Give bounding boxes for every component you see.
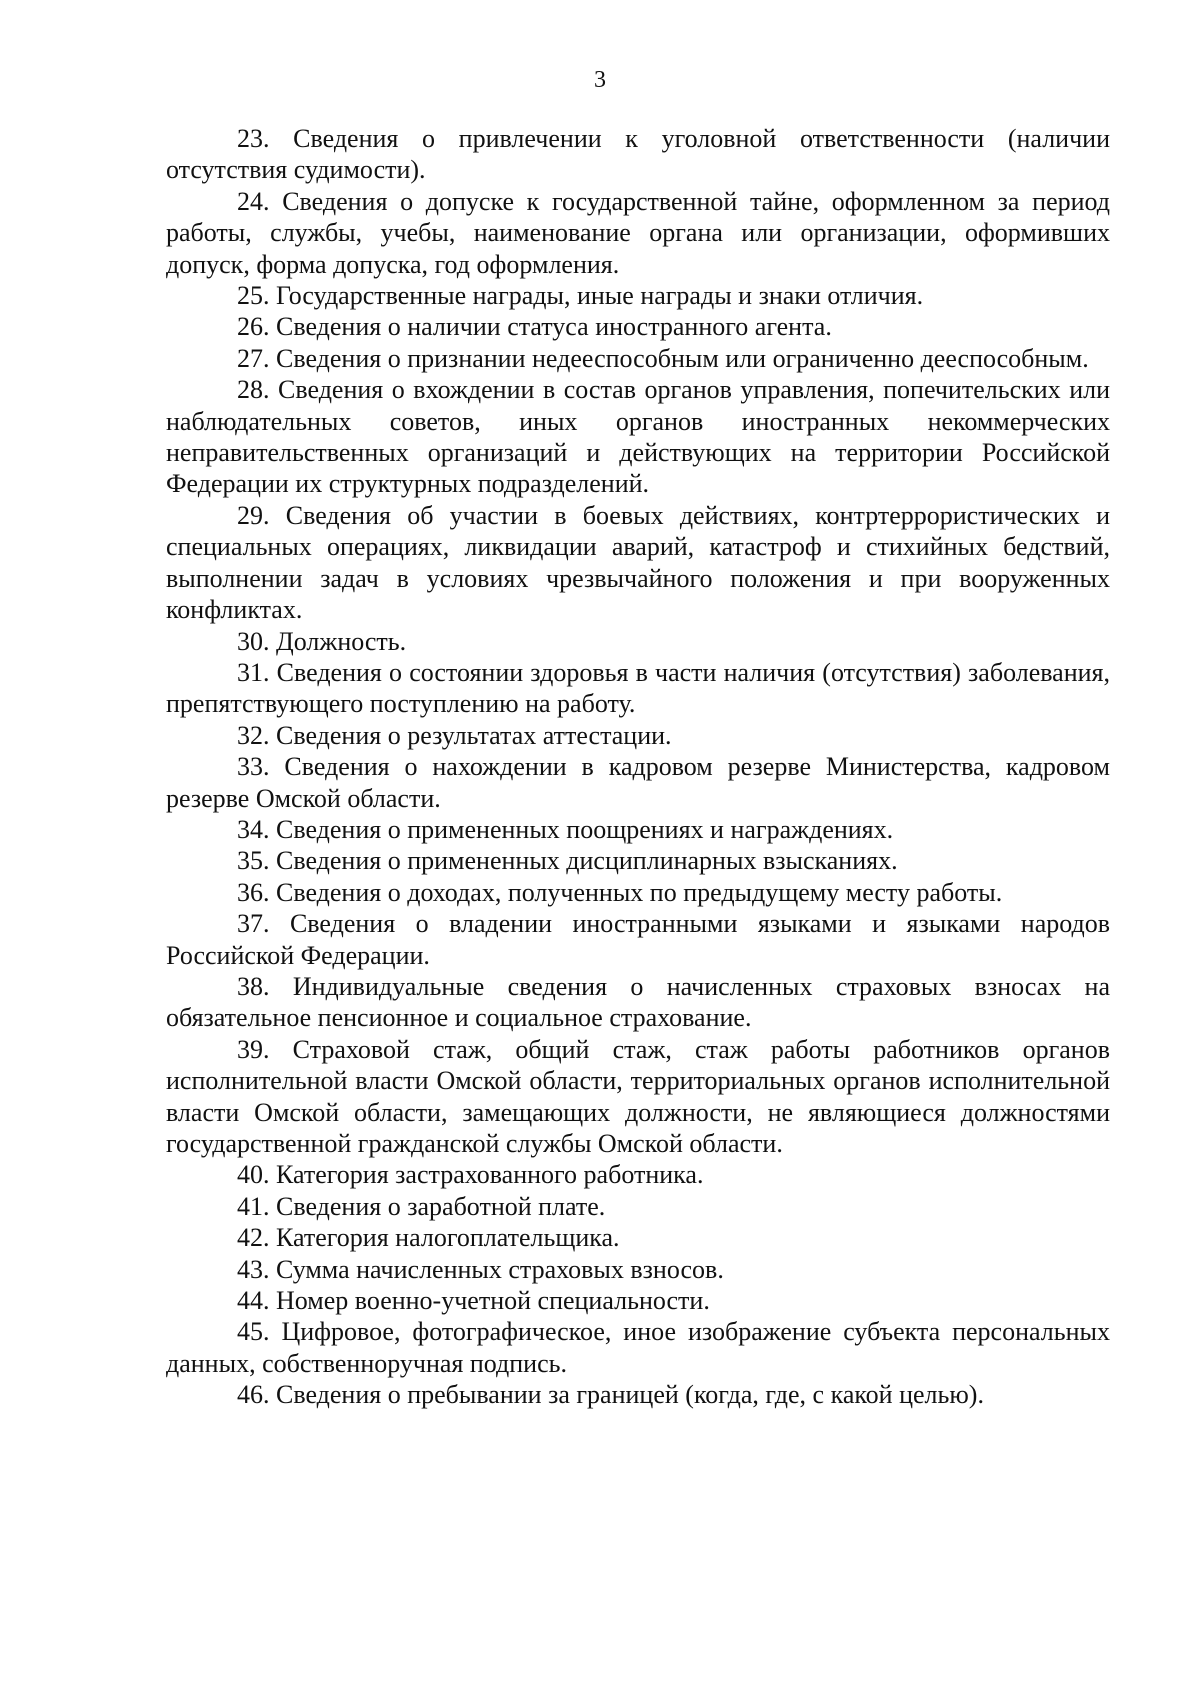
document-body — [166, 123, 1110, 1411]
list-item-27: 27. Сведения о признании недееспособным или ограниченно дееспособным. — [237, 343, 1089, 373]
list-item-34: 34. Сведения о примененных поощрениях и награждениях. — [237, 814, 894, 844]
list-item-35: 35. Сведения о примененных дисциплинарных взысканиях. — [237, 846, 898, 876]
list-item-43: 43. Сумма начисленных страховых взносов. — [237, 1254, 724, 1284]
list-item-40: 40. Категория застрахованного работника. — [237, 1160, 704, 1190]
list-item-32: 32. Сведения о результатах аттестации. — [237, 720, 672, 750]
list-item-28: 28. Сведения о вхождении в состав органов управления, попечительских или наблюдательных советов, иных органов иностранных некоммерческих неправительственных организаций и действующих на территории Российской Федерации их структурных подразделений. — [166, 375, 1110, 499]
list-item-33: 33. Сведения о нахождении в кадровом резерве Министерства, кадровом резерве Омской области. — [166, 752, 1110, 813]
page-number: 3 — [594, 67, 606, 93]
list-item-39: 39. Страховой стаж, общий стаж, стаж работы работников органов исполнительной власти Омской области, территориальных органов исполнительной власти Омской области, замещающих должности, не являющиеся должностями государственной гражданской службы Омской области. — [166, 1034, 1110, 1158]
list-item-30: 30. Должность. — [237, 626, 407, 656]
list-item-31: 31. Сведения о состоянии здоровья в части наличия (отсутствия) заболевания, препятствующего поступлению на работу. — [166, 657, 1110, 719]
list-item-36: 36. Сведения о доходах, полученных по предыдущему месту работы. — [237, 877, 1003, 907]
list-item-29: 29. Сведения об участии в боевых действиях, контртеррористических и специальных операциях, ликвидации аварий, катастроф и стихийных бедствий, выполнении задач в условиях чрезвычайного положения и при вооруженных конфликтах. — [166, 500, 1110, 625]
list-item-25: 25. Государственные награды, иные награды и знаки отличия. — [237, 281, 924, 311]
list-item-45: 45. Цифровое, фотографическое, иное изображение субъекта персональных данных, собственноручная подпись. — [166, 1317, 1110, 1378]
list-item-38: 38. Индивидуальные сведения о начисленных страховых взносах на обязательное пенсионное и социальное страхование. — [166, 971, 1110, 1033]
list-item-46: 46. Сведения о пребывании за границей (когда, где, с какой целью). — [237, 1380, 984, 1410]
list-item-23: 23. Сведения о привлечении к уголовной ответственности (наличии отсутствия судимости). — [166, 124, 1110, 185]
list-item-42: 42. Категория налогоплательщика. — [237, 1223, 620, 1253]
list-item-24: 24. Сведения о допуске к государственной тайне, оформленном за период работы, службы, учебы, наименование органа или организации, оформивших допуск, форма допуска, год оформления. — [166, 186, 1110, 279]
list-item-41: 41. Сведения о заработной плате. — [237, 1191, 606, 1221]
list-item-37: 37. Сведения о владении иностранными языками и языками народов Российской Федерации. — [166, 909, 1110, 970]
list-item-44: 44. Номер военно-учетной специальности. — [237, 1286, 710, 1316]
list-item-26: 26. Сведения о наличии статуса иностранного агента. — [237, 312, 832, 342]
